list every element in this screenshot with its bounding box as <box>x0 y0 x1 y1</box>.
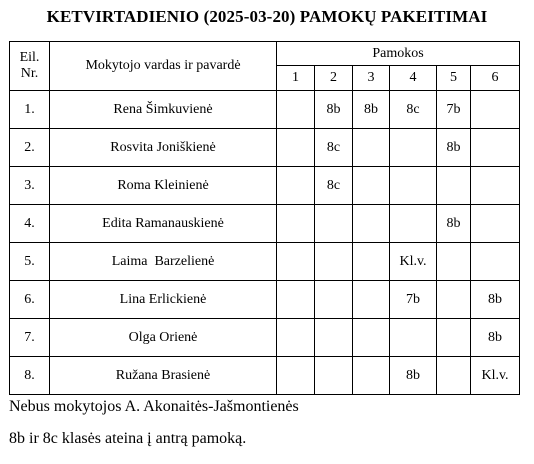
lesson-number-header: 2 <box>315 66 353 91</box>
row-number-header <box>10 42 50 91</box>
absence-note: Nebus mokytojos A. Akonaitės-Jašmontienės <box>9 398 299 415</box>
table-row <box>10 281 520 319</box>
teacher-name-cell: Rena Šimkuvienė <box>50 91 277 129</box>
teacher-name-cell: Rosvita Joniškienė <box>50 129 277 167</box>
lesson-cell <box>277 167 315 205</box>
lesson-cell <box>277 357 315 395</box>
row-number-cell: 6. <box>10 281 50 319</box>
table-row <box>10 91 520 129</box>
lesson-cell: 8b <box>471 281 520 319</box>
lesson-cell <box>390 167 437 205</box>
lesson-cell: 8c <box>315 167 353 205</box>
lesson-cell: 7b <box>390 281 437 319</box>
table-row <box>10 167 520 205</box>
lesson-cell <box>277 243 315 281</box>
lesson-cell <box>315 205 353 243</box>
lesson-cell <box>315 281 353 319</box>
lesson-cell <box>437 357 471 395</box>
lesson-cell <box>471 167 520 205</box>
lesson-cell: 8b <box>390 357 437 395</box>
lesson-cell: 8b <box>315 91 353 129</box>
lesson-cell <box>353 243 390 281</box>
lesson-cell <box>353 281 390 319</box>
row-number-header-line1: Eil. <box>19 50 40 65</box>
lesson-cell <box>471 205 520 243</box>
lesson-cell <box>315 357 353 395</box>
lesson-cell <box>353 357 390 395</box>
lesson-number-header: 5 <box>437 66 471 91</box>
teacher-name-cell: Roma Kleinienė <box>50 167 277 205</box>
lesson-cell <box>315 243 353 281</box>
table-row <box>10 243 520 281</box>
lesson-cell <box>353 129 390 167</box>
teacher-name-cell: Olga Orienė <box>50 319 277 357</box>
lesson-cell: 8b <box>353 91 390 129</box>
lesson-cell <box>437 243 471 281</box>
lesson-cell <box>437 319 471 357</box>
teacher-name-cell: Ružana Brasienė <box>50 357 277 395</box>
table-row <box>10 357 520 395</box>
lesson-cell <box>390 129 437 167</box>
lesson-cell: 8c <box>315 129 353 167</box>
lesson-cell <box>353 167 390 205</box>
teacher-header: Mokytojo vardas ir pavardė <box>50 42 277 91</box>
lesson-cell <box>390 319 437 357</box>
page-title: KETVIRTADIENIO (2025-03-20) PAMOKŲ PAKEITIMAI <box>46 7 488 26</box>
lesson-cell <box>353 205 390 243</box>
row-number-cell: 3. <box>10 167 50 205</box>
lessons-header: Pamokos <box>277 42 520 66</box>
table-row <box>10 129 520 167</box>
table-row <box>10 205 520 243</box>
lesson-cell <box>277 129 315 167</box>
lesson-cell <box>471 129 520 167</box>
lesson-cell <box>437 281 471 319</box>
row-number-cell: 7. <box>10 319 50 357</box>
lesson-cell <box>277 319 315 357</box>
lesson-cell: 8b <box>471 319 520 357</box>
substitution-table <box>9 41 520 395</box>
lesson-number-header: 4 <box>390 66 437 91</box>
lesson-cell <box>277 91 315 129</box>
lesson-cell <box>277 205 315 243</box>
lesson-cell <box>471 91 520 129</box>
teacher-name-cell: Edita Ramanauskienė <box>50 205 277 243</box>
lesson-cell <box>315 319 353 357</box>
lesson-cell: Kl.v. <box>390 243 437 281</box>
row-number-cell: 4. <box>10 205 50 243</box>
lesson-cell: 8c <box>390 91 437 129</box>
row-number-header-line2: Nr. <box>20 66 39 81</box>
row-number-cell: 1. <box>10 91 50 129</box>
row-number-cell: 2. <box>10 129 50 167</box>
teacher-name-cell: Lina Erlickienė <box>50 281 277 319</box>
lesson-cell <box>471 243 520 281</box>
row-number-cell: 8. <box>10 357 50 395</box>
lesson-cell: Kl.v. <box>471 357 520 395</box>
lesson-cell: 8b <box>437 205 471 243</box>
class-arrival-note: 8b ir 8c klasės ateina į antrą pamoką. <box>9 430 247 447</box>
lesson-cell: 8b <box>437 129 471 167</box>
lesson-cell <box>277 281 315 319</box>
lesson-number-header: 3 <box>353 66 390 91</box>
lesson-number-header: 1 <box>277 66 315 91</box>
teacher-name-cell: Laima Barzelienė <box>50 243 277 281</box>
row-number-cell: 5. <box>10 243 50 281</box>
lesson-cell <box>437 167 471 205</box>
lesson-number-header: 6 <box>471 66 520 91</box>
lesson-cell <box>353 319 390 357</box>
lesson-cell <box>390 205 437 243</box>
lesson-cell: 7b <box>437 91 471 129</box>
table-row <box>10 319 520 357</box>
